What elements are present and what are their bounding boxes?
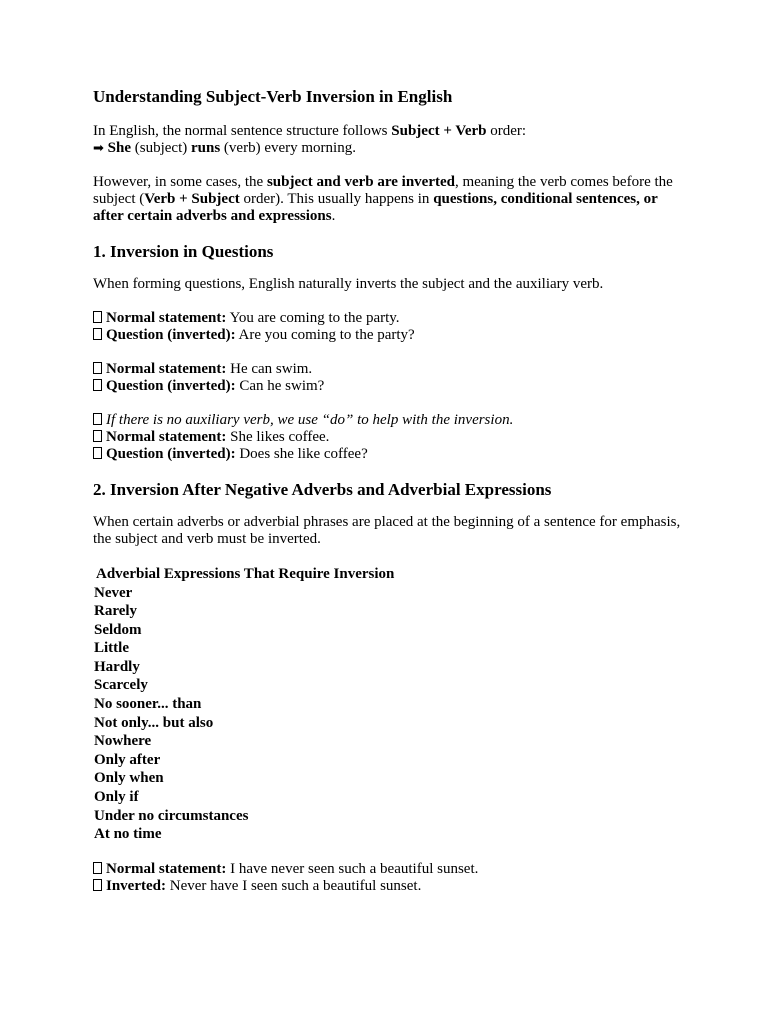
checkbox-glyph-icon bbox=[93, 862, 102, 874]
example-runs: runs bbox=[190, 140, 221, 156]
section1-heading: 1. Inversion in Questions bbox=[93, 242, 274, 261]
checkbox-glyph-icon bbox=[93, 311, 102, 323]
list-item: Only after bbox=[94, 751, 161, 768]
intro-paragraph bbox=[93, 123, 683, 157]
list-item: At no time bbox=[94, 826, 162, 843]
list-item: Hardly bbox=[94, 658, 140, 675]
right-arrow-icon: ➡ bbox=[93, 141, 104, 156]
list-item: Only when bbox=[94, 770, 164, 787]
example-text: Can he swim? bbox=[235, 378, 325, 394]
inversion-paragraph bbox=[93, 174, 683, 225]
list-item: Under no circumstances bbox=[94, 807, 249, 824]
example-line bbox=[93, 327, 683, 344]
inv-bold-d: Verb + Subject bbox=[144, 191, 240, 207]
note-line bbox=[93, 412, 683, 429]
inv-text-a: However, in some cases, the bbox=[93, 174, 267, 190]
checkbox-glyph-icon bbox=[93, 379, 102, 391]
example-label: Inverted: bbox=[106, 877, 166, 894]
expressions-table-header: Adverbial Expressions That Require Inversion bbox=[96, 566, 395, 582]
example-label: Normal statement: bbox=[106, 860, 227, 877]
example-label: Question (inverted): bbox=[106, 446, 236, 462]
example-line bbox=[93, 446, 683, 463]
section1-intro: When forming questions, English naturally inverts the subject and the auxiliary verb. bbox=[93, 276, 604, 292]
inv-text-g: . bbox=[331, 208, 336, 224]
list-item: Rarely bbox=[94, 603, 138, 620]
example-text: Are you coming to the party? bbox=[235, 327, 415, 343]
note-text: If there is no auxiliary verb, we use “do” to help with the inversion. bbox=[106, 412, 514, 428]
example-text: Does she like coffee? bbox=[235, 446, 368, 462]
example-line bbox=[93, 878, 683, 895]
checkbox-glyph-icon bbox=[93, 447, 102, 459]
intro-text-end: order: bbox=[486, 123, 527, 139]
list-item: Seldom bbox=[94, 621, 142, 638]
example-she: She bbox=[107, 140, 131, 156]
example-text: He can swim. bbox=[226, 361, 313, 377]
example-label: Normal statement: bbox=[106, 310, 227, 326]
list-item: Nowhere bbox=[94, 733, 152, 750]
example-label: Normal statement: bbox=[106, 361, 227, 377]
example-text: I have never seen such a beautiful sunset. bbox=[226, 860, 479, 877]
example-label: Normal statement: bbox=[106, 429, 227, 445]
example-text: Never have I seen such a beautiful sunset. bbox=[166, 877, 422, 894]
list-item: Scarcely bbox=[94, 677, 148, 694]
list-item: Never bbox=[94, 584, 133, 601]
section2-heading: 2. Inversion After Negative Adverbs and Adverbial Expressions bbox=[93, 480, 552, 499]
checkbox-glyph-icon bbox=[93, 362, 102, 374]
document-title: Understanding Subject-Verb Inversion in English bbox=[93, 87, 453, 106]
example-label: Question (inverted): bbox=[106, 378, 236, 394]
checkbox-glyph-icon bbox=[93, 430, 102, 442]
example-line bbox=[93, 429, 683, 446]
checkbox-glyph-icon bbox=[93, 413, 102, 425]
example-rest: (verb) every morning. bbox=[220, 140, 356, 156]
example-label: Question (inverted): bbox=[106, 327, 236, 343]
intro-text: In English, the normal sentence structure follows bbox=[93, 123, 392, 139]
list-item: Little bbox=[94, 640, 129, 657]
example-line bbox=[93, 310, 683, 327]
list-item: No sooner... than bbox=[94, 696, 202, 713]
example-line bbox=[93, 361, 683, 378]
list-item: Not only... but also bbox=[94, 714, 214, 731]
checkbox-glyph-icon bbox=[93, 328, 102, 340]
example-text: You are coming to the party. bbox=[226, 310, 400, 326]
example-text: She likes coffee. bbox=[226, 429, 330, 445]
checkbox-glyph-icon bbox=[93, 879, 102, 891]
inv-text-e: order). This usually happens in bbox=[239, 191, 434, 207]
list-item: Only if bbox=[94, 789, 139, 806]
inv-bold-f: questions, conditional sentences, or after certain adverbs and expressions bbox=[93, 191, 658, 224]
example-line bbox=[93, 861, 683, 878]
example-subject-tag: (subject) bbox=[131, 140, 191, 156]
example-line bbox=[93, 378, 683, 395]
inv-bold-b: subject and verb are inverted bbox=[266, 174, 455, 190]
section2-intro: When certain adverbs or adverbial phrases are placed at the beginning of a sentence for emphasis, the subject and verb must be inverted. bbox=[93, 514, 681, 547]
expressions-list bbox=[93, 584, 683, 844]
inv-text-c: , meaning the verb comes before the subject ( bbox=[93, 174, 673, 207]
document-page bbox=[93, 86, 683, 895]
intro-bold-subject-verb: Subject + Verb bbox=[391, 123, 487, 139]
